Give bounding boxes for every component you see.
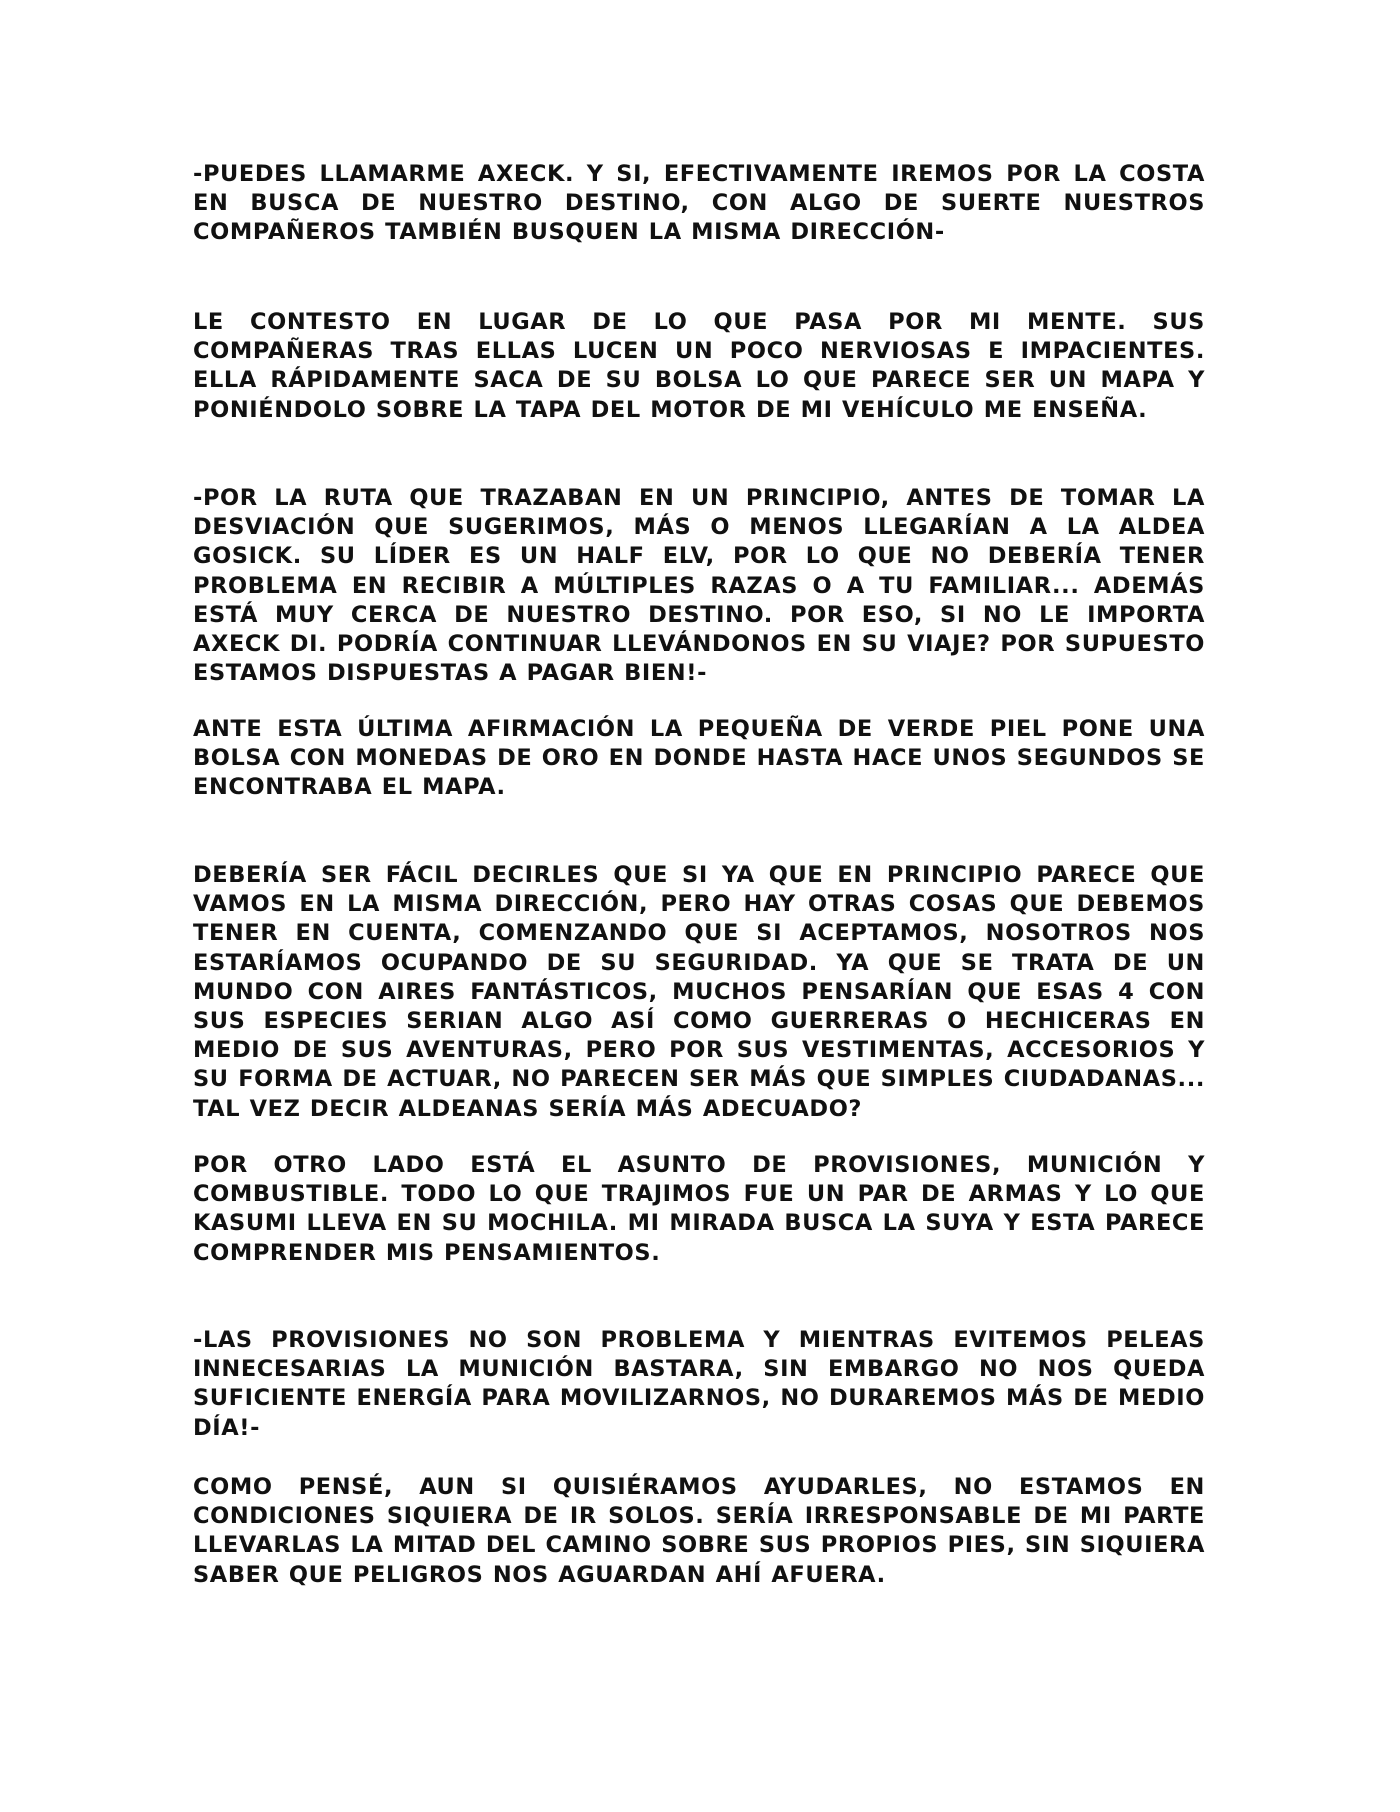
paragraph: DEBERÍA SER FÁCIL DECIRLES QUE SI YA QUE EN PRINCIPIO PARECE QUE VAMOS EN LA MISMA DIRECCIÓN, PERO HAY OTRAS COSAS QUE DEBEMOS TENER EN CUENTA, COMENZANDO QUE SI ACEPTAMOS, NOSOTROS NOS ESTARÍAMOS OCUPANDO DE SU SEGURIDAD. YA QUE SE TRATA DE UN MUNDO CON AIRES FANTÁSTICOS, MUCHOS PENSARÍAN QUE ESAS 4 CON SUS ESPECIES SERIAN ALGO ASÍ COMO GUERRERAS O HECHICERAS EN MEDIO DE SUS AVENTURAS, PERO POR SUS VESTIMENTAS, ACCESORIOS Y SU FORMA DE ACTUAR, NO PARECEN SER MÁS QUE SIMPLES CIUDADANAS... TAL VEZ DECIR ALDEANAS SERÍA MÁS ADECUADO? [193, 862, 1205, 1122]
paragraph: -LAS PROVISIONES NO SON PROBLEMA Y MIENTRAS EVITEMOS PELEAS INNECESARIAS LA MUNICIÓN BASTARA, SIN EMBARGO NO NOS QUEDA SUFICIENTE ENERGÍA PARA MOVILIZARNOS, NO DURAREMOS MÁS DE MEDIO DÍA!- [193, 1327, 1205, 1441]
paragraph: COMO PENSÉ, AUN SI QUISIÉRAMOS AYUDARLES, NO ESTAMOS EN CONDICIONES SIQUIERA DE IR SOLOS. SERÍA IRRESPONSABLE DE MI PARTE LLEVARLAS LA MITAD DEL CAMINO SOBRE SUS PROPIOS PIES, SIN SIQUIERA SABER QUE PELIGROS NOS AGUARDAN AHÍ AFUERA. [193, 1474, 1205, 1588]
paragraph: -POR LA RUTA QUE TRAZABAN EN UN PRINCIPIO, ANTES DE TOMAR LA DESVIACIÓN QUE SUGERIMOS, MÁS O MENOS LLEGARÍAN A LA ALDEA GOSICK. SU LÍDER ES UN HALF ELV, POR LO QUE NO DEBERÍA TENER PROBLEMA EN RECIBIR A MÚLTIPLES RAZAS O A TU FAMILIAR... ADEMÁS ESTÁ MUY CERCA DE NUESTRO DESTINO. POR ESO, SI NO LE IMPORTA AXECK DI. PODRÍA CONTINUAR LLEVÁNDONOS EN SU VIAJE? POR SUPUESTO ESTAMOS DISPUESTAS A PAGAR BIEN!- [193, 485, 1205, 687]
paragraph: -PUEDES LLAMARME AXECK. Y SI, EFECTIVAMENTE IREMOS POR LA COSTA EN BUSCA DE NUESTRO DESTINO, CON ALGO DE SUERTE NUESTROS COMPAÑEROS TAMBIÉN BUSQUEN LA MISMA DIRECCIÓN- [193, 161, 1205, 246]
paragraph: ANTE ESTA ÚLTIMA AFIRMACIÓN LA PEQUEÑA DE VERDE PIEL PONE UNA BOLSA CON MONEDAS DE ORO EN DONDE HASTA HACE UNOS SEGUNDOS SE ENCONTRABA EL MAPA. [193, 716, 1205, 801]
paragraph: LE CONTESTO EN LUGAR DE LO QUE PASA POR MI MENTE. SUS COMPAÑERAS TRAS ELLAS LUCEN UN POCO NERVIOSAS E IMPACIENTES. ELLA RÁPIDAMENTE SACA DE SU BOLSA LO QUE PARECE SER UN MAPA Y PONIÉNDOLO SOBRE LA TAPA DEL MOTOR DE MI VEHÍCULO ME ENSEÑA. [193, 309, 1205, 423]
paragraph: POR OTRO LADO ESTÁ EL ASUNTO DE PROVISIONES, MUNICIÓN Y COMBUSTIBLE. TODO LO QUE TRAJIMOS FUE UN PAR DE ARMAS Y LO QUE KASUMI LLEVA EN SU MOCHILA. MI MIRADA BUSCA LA SUYA Y ESTA PARECE COMPRENDER MIS PENSAMIENTOS. [193, 1152, 1205, 1266]
